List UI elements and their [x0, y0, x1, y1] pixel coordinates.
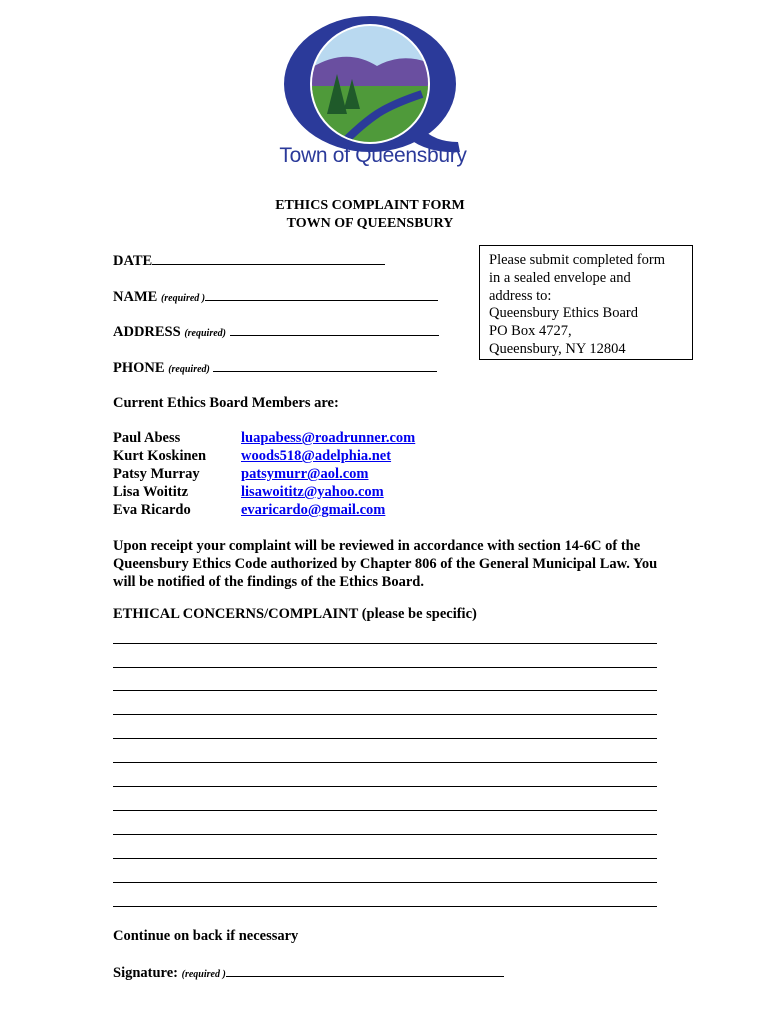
submit-line: Please submit completed form — [489, 252, 665, 268]
board-heading: Current Ethics Board Members are: — [113, 395, 339, 411]
phone-field[interactable] — [113, 359, 437, 377]
complaint-line[interactable] — [113, 762, 657, 763]
concerns-label: ETHICAL CONCERNS/COMPLAINT (please be specific) — [113, 606, 477, 622]
member-name: Eva Ricardo — [113, 502, 191, 518]
submit-line: address to: — [489, 287, 552, 304]
member-name: Lisa Woititz — [113, 484, 189, 500]
submit-instructions-box — [479, 245, 693, 360]
complaint-line[interactable] — [113, 690, 657, 691]
member-name: Paul Abess — [113, 430, 181, 446]
date-field[interactable] — [113, 252, 385, 270]
name-label: NAME — [113, 289, 158, 305]
review-notice: Upon receipt your complaint will be reviewed in accordance with section 14-6C of the Queensbury Ethics Code authorized by Chapter 806 of the General Municipal Law. You will be notified of the findings of the Ethics Board. — [113, 538, 658, 590]
name-required-note: (required ) — [160, 293, 206, 304]
name-line[interactable] — [205, 288, 438, 301]
complaint-line[interactable] — [113, 810, 657, 811]
submit-line: Queensbury, NY 12804 — [489, 340, 626, 357]
address-line[interactable] — [230, 323, 439, 336]
complaint-line[interactable] — [113, 906, 657, 907]
logo-caption: Town of Queensbury — [279, 144, 467, 167]
signature-required-note: (required ) — [181, 969, 226, 980]
phone-required-note: (required) — [168, 364, 210, 375]
member-email-link[interactable]: evaricardo@gmail.com — [241, 502, 386, 518]
member-email-link[interactable]: woods518@adelphia.net — [241, 448, 392, 464]
complaint-line[interactable] — [113, 738, 657, 739]
member-name: Patsy Murray — [113, 466, 200, 482]
address-label: ADDRESS — [113, 324, 181, 340]
submit-line: PO Box 4727, — [489, 323, 572, 340]
phone-label: PHONE — [113, 360, 165, 376]
complaint-line[interactable] — [113, 714, 657, 715]
continue-note: Continue on back if necessary — [113, 928, 299, 944]
member-email-link[interactable]: luapabess@roadrunner.com — [241, 430, 416, 446]
name-field[interactable] — [113, 288, 438, 306]
form-subtitle: TOWN OF QUEENSBURY — [286, 216, 454, 231]
submit-line: in a sealed envelope and — [489, 269, 631, 286]
complaint-line[interactable] — [113, 858, 657, 859]
signature-line[interactable] — [226, 964, 504, 977]
date-line[interactable] — [152, 252, 385, 265]
complaint-line[interactable] — [113, 643, 657, 644]
date-label: DATE — [113, 253, 153, 269]
complaint-line[interactable] — [113, 834, 657, 835]
phone-line[interactable] — [213, 359, 437, 372]
address-field[interactable] — [113, 323, 439, 341]
complaint-line[interactable] — [113, 667, 657, 668]
signature-field[interactable] — [113, 964, 504, 982]
complaint-line[interactable] — [113, 786, 657, 787]
form-title: ETHICS COMPLAINT FORM — [275, 198, 465, 213]
submit-line: Queensbury Ethics Board — [489, 305, 638, 322]
complaint-line[interactable] — [113, 882, 657, 883]
signature-label: Signature: — [113, 965, 178, 981]
member-email-link[interactable]: lisawoititz@yahoo.com — [241, 484, 384, 500]
member-name: Kurt Koskinen — [113, 448, 207, 464]
address-required-note: (required) — [184, 328, 226, 339]
member-email-link[interactable]: patsymurr@aol.com — [241, 466, 369, 482]
